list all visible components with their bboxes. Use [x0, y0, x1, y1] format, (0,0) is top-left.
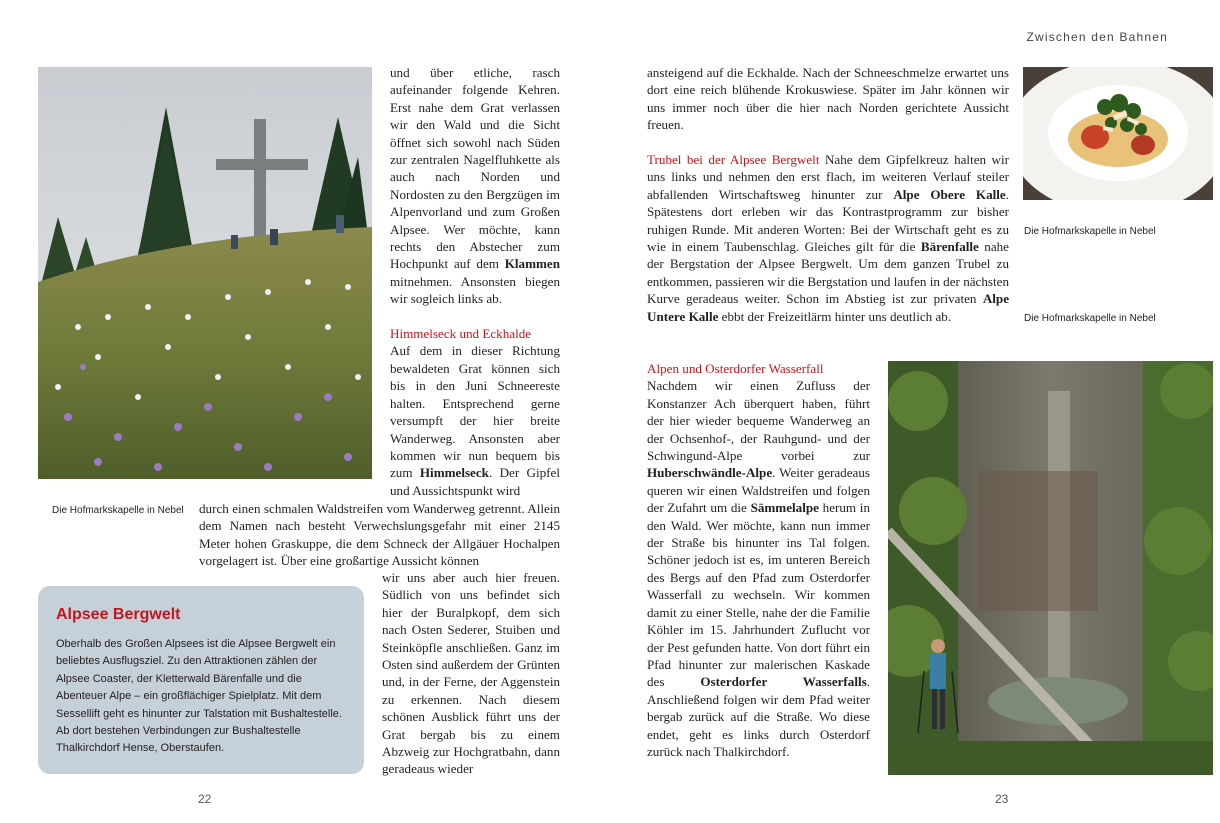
food-plate-photo [1023, 67, 1213, 200]
body-text: durch einen schmalen Waldstreifen vom Wanderweg getrennt. Allein dem Namen nach besteht Verwechslungsgefahr mit einer 2145 Meter hohen Graskuppe, die dem Schneck der Allgäuer Hochalpen vorgelagert ist. Über eine großartige Aussicht können [199, 501, 560, 569]
bold-place-baerenfalle: Bärenfalle [920, 239, 979, 255]
body-text: und über etliche, rasch aufeinander folgende Kehren. Erst nahe dem Grat verlassen wir den Wald und die Sicht öffnet sich sowohl nach Süden zur zentralen Nagelfluhkette als auch nach Norden und Nordosten zu den Bergzügen im Alpenvorland und zum Großen Alpsee. Wer möchte, kann rechts den Abstecher zum Hochpunkt auf dem [390, 65, 560, 272]
info-box-title: Alpsee Bergwelt [56, 606, 181, 623]
body-text: ebbt der Freizeitlärm hinter uns deutlich ab. [718, 308, 952, 324]
photo-caption-right-1: Die Hofmarkskapelle in Nebel [1024, 226, 1156, 237]
text-column-waterfall [647, 360, 870, 760]
running-head: Zwischen den Bahnen [1026, 30, 1168, 44]
body-text: mitnehmen. Ansonsten biegen wir sogleich links ab. [390, 273, 560, 307]
bold-place-saemmelalpe: Sämmelalpe [750, 500, 819, 516]
body-text: wir uns aber auch hier freuen. Südlich von uns befindet sich hier der Buralpkopf, dem sich nach Osten Sederer, Stuiben und Steinköpfle anschließen. Ganz im Osten sind außerdem der Grünten und, in der Ferne, der Aggenstein zu erkennen. Nach diesem schönen Ausblick führt uns der Grat bergab bis zu einem Abzweig zur Hochgratbahn, dann geradeaus wieder [382, 570, 560, 777]
photo-caption-left: Die Hofmarkskapelle in Nebel [52, 505, 184, 516]
bold-place-alpe-obere-kalle: Alpe Obere Kalle [893, 186, 1006, 202]
bold-place-osterdorfer: Osterdorfer Wasserfalls [700, 674, 867, 690]
body-text: . Spätestens dort erleben wir das Kontrastprogramm zur bisher ruhigen Runde. Mit anderen Worten: Bei der Wirtschaft geht es zu wie in einem Taubenschlag. Gleiches gilt für die [647, 186, 1009, 255]
section-heading-wasserfall: Alpen und Osterdorfer Wasserfall [647, 361, 824, 376]
right-page [612, 0, 1220, 823]
bold-place-himmelseck: Himmelseck [419, 465, 489, 481]
bold-place-alpe-untere-kalle: Alpe Untere Kalle [647, 291, 1009, 324]
text-column-upper [390, 64, 560, 499]
food-plate-image [1023, 67, 1213, 200]
page-number-left: 22 [198, 792, 212, 806]
body-text: ansteigend auf die Eckhalde. Nach der Schneeschmelze erwartet uns dort eine reich blühende Krokuswiese. Später im Jahr können wir uns immer noch über die hier nach Norden gerichtete Aussicht freuen. [647, 65, 1009, 133]
body-text: . Weiter geradeaus queren wir einen Waldstreifen und folgen der Zufahrt um die [647, 465, 870, 516]
bold-place-huberschwaendle: Huberschwändle-Alpe [647, 465, 773, 481]
body-text: Nachdem wir einen Zufluss der Konstanzer Ach überquert haben, führt der hier wieder bequeme Wanderweg an der Ochsenhof-, der Rauhgund- und der Schwingund-Alpe vorbei zur [647, 378, 870, 464]
text-column-lower [382, 569, 560, 778]
body-text: herum in den Wald. Wer möchte, kann nun immer der Straße bis hinunter ins Tal folgen. Schöner jedoch ist es, im unteren Bereich des Bergs auf den Pfad zum Osterdorfer Wasserfall zu wechseln. Wir kommen damit zu einer Stelle, nahe der die Familie Köhler im 15. Jahrhundert Zuflucht vor der Pest gefunden hatte. Von dort führt ein Pfad hinunter zur malerischen Kaskade des [647, 500, 870, 690]
text-column-right [647, 64, 1009, 325]
waterfall-hiker-photo [888, 361, 1213, 775]
body-text: Nahe dem Gipfelkreuz halten wir uns links und nehmen den erst flach, im weiteren Verlauf steiler abfallenden Wirtschaftsweg hinunter zur [647, 152, 1009, 202]
left-page [0, 0, 605, 823]
body-text: Auf dem in dieser Richtung bewaldeten Grat können sich bis in den Juni Schneereste halten. Entsprechend gerne versumpft der hier breite Wanderweg. Ansonsten aber kommen wir nun bequem bis zum [390, 343, 560, 481]
crocus-meadow-cross-image [38, 67, 372, 479]
body-text: . Anschließend folgen wir dem Pfad weiter bergab zurück auf die Straße. Wo diese endet, geht es links durch Osterdorf zurück nach Thalkirchdorf. [647, 674, 870, 759]
section-heading-trubel: Trubel bei der Alpsee Bergwelt [647, 152, 820, 168]
page-number-right: 23 [995, 792, 1009, 806]
info-box-text: Oberhalb des Großen Alpsees ist die Alpsee Bergwelt ein beliebtes Ausflugsziel. Zu den Attraktionen zählen der Alpsee Coaster, der Kletterwald Bärenfalle und die Abenteuer Alpe – ein großflächiger Spielplatz. Mit dem Sessellift geht es hinunter zur Talstation mit Bushaltestelle. Ab dort bestehen Verbindungen zur Bushaltestelle Thalkirchdorf Hense, Oberstaufen. [56, 638, 342, 755]
info-box-alpsee-bergwelt [38, 586, 364, 774]
body-text: . Der Gipfel und Aussichtspunkt wird [390, 465, 560, 498]
text-wide [199, 500, 560, 570]
body-text: nahe der Bergstation der Alpsee Bergwelt. Um dem ganzen Trubel zu entkommen, passieren wir die Bergstation und laufen in der nächsten Kurve geradeaus weiter. Schon im Abstieg ist zur privaten [647, 239, 1009, 307]
bold-place-klammen: Klammen [504, 256, 560, 272]
waterfall-hiker-image [888, 361, 1213, 775]
section-heading-himmelseck: Himmelseck und Eckhalde [390, 326, 532, 342]
photo-caption-right-2: Die Hofmarkskapelle in Nebel [1024, 313, 1156, 324]
crocus-meadow-cross-photo [38, 67, 372, 479]
